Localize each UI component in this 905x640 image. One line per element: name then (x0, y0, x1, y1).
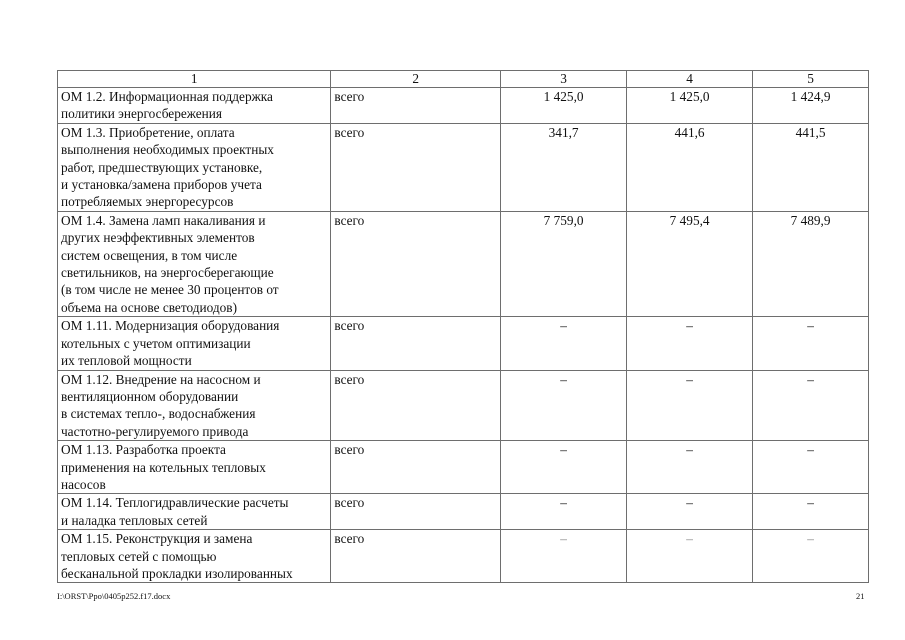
measure-name-line: ОМ 1.3. Приобретение, оплата (61, 124, 235, 140)
measure-name-line: работ, предшествующих установке, (61, 159, 263, 175)
header-cell-4: 4 (627, 71, 753, 88)
value-cell-col5: – (753, 370, 869, 441)
measure-name-line: тепловых сетей с помощью (61, 548, 217, 564)
measure-name-line: ОМ 1.14. Теплогидравлические расчеты (61, 495, 289, 511)
value-cell-col4: 1 425,0 (627, 88, 753, 124)
value-cell-col3: – (501, 317, 627, 370)
measure-name-line: других неэффективных элементов (61, 230, 255, 246)
table-row (58, 211, 869, 316)
measure-name-line: ОМ 1.12. Внедрение на насосном и (61, 371, 261, 387)
value-cell-col4: – (627, 530, 753, 583)
measure-name-cell (58, 317, 331, 370)
value-cell-col3: – (501, 370, 627, 441)
value-cell-col3: – (501, 530, 627, 583)
budget-table (57, 70, 869, 583)
measure-name-line: и наладка тепловых сетей (61, 512, 208, 528)
measure-name-line: ОМ 1.13. Разработка проекта (61, 442, 226, 458)
measure-name-line: ОМ 1.15. Реконструкция и замена (61, 531, 253, 547)
measure-name-line: насосов (61, 476, 106, 492)
funding-type-cell: всего (331, 494, 501, 530)
measure-name-line: ОМ 1.11. Модернизация оборудования (61, 318, 280, 334)
measure-name-line: в системах тепло-, водоснабжения (61, 406, 256, 422)
value-cell-col5: – (753, 494, 869, 530)
measure-name-line: выполнения необходимых проектных (61, 142, 274, 158)
table-row (58, 494, 869, 530)
value-cell-col4: 441,6 (627, 123, 753, 211)
funding-type-cell: всего (331, 317, 501, 370)
value-cell-col5: – (753, 317, 869, 370)
measure-name-line: применения на котельных тепловых (61, 459, 266, 475)
measure-name-line: политики энергосбережения (61, 106, 223, 122)
value-cell-col3: 7 759,0 (501, 211, 627, 316)
value-cell-col5: 1 424,9 (753, 88, 869, 124)
funding-type-cell: всего (331, 211, 501, 316)
value-cell-col4: – (627, 370, 753, 441)
measure-name-line: ОМ 1.4. Замена ламп накаливания и (61, 212, 266, 228)
value-cell-col4: – (627, 317, 753, 370)
measure-name-line: и установка/замена приборов учета (61, 177, 262, 193)
footer-file-path: I:\ORST\Ppo\0405p252.f17.docx (57, 591, 171, 601)
table-row (58, 370, 869, 441)
footer-page-number: 21 (856, 591, 865, 601)
measure-name-line: вентиляционном оборудовании (61, 388, 239, 404)
measure-name-cell (58, 88, 331, 124)
value-cell-col4: – (627, 441, 753, 494)
measure-name-line: светильников, на энергосберегающие (61, 265, 274, 281)
measure-name-line: систем освещения, в том числе (61, 247, 238, 263)
header-row (58, 71, 869, 88)
table-body (58, 88, 869, 583)
value-cell-col3: 1 425,0 (501, 88, 627, 124)
value-cell-col5: 441,5 (753, 123, 869, 211)
funding-type-cell: всего (331, 530, 501, 583)
funding-type-cell: всего (331, 370, 501, 441)
value-cell-col3: 341,7 (501, 123, 627, 211)
table-row (58, 441, 869, 494)
value-cell-col4: 7 495,4 (627, 211, 753, 316)
measure-name-line: частотно-регулируемого привода (61, 423, 249, 439)
measure-name-line: ОМ 1.2. Информационная поддержка (61, 89, 273, 104)
value-cell-col5: – (753, 530, 869, 583)
measure-name-cell (58, 530, 331, 583)
header-cell-1: 1 (58, 71, 331, 88)
value-cell-col4: – (627, 494, 753, 530)
measure-name-line: бесканальной прокладки изолированных (61, 565, 293, 581)
measure-name-line: потребляемых энергоресурсов (61, 194, 234, 210)
measure-name-line: (в том числе не менее 30 процентов от (61, 282, 279, 298)
table-row (58, 530, 869, 583)
measure-name-line: их тепловой мощности (61, 353, 192, 369)
table-row (58, 123, 869, 211)
measure-name-line: объема на основе светодиодов) (61, 299, 237, 315)
measure-name-cell (58, 123, 331, 211)
measure-name-line: котельных с учетом оптимизации (61, 335, 251, 351)
table-row (58, 88, 869, 124)
value-cell-col5: 7 489,9 (753, 211, 869, 316)
measure-name-cell (58, 441, 331, 494)
header-cell-3: 3 (501, 71, 627, 88)
value-cell-col5: – (753, 441, 869, 494)
measure-name-cell (58, 494, 331, 530)
funding-type-cell: всего (331, 441, 501, 494)
header-cell-2: 2 (331, 71, 501, 88)
measure-name-cell (58, 370, 331, 441)
header-cell-5: 5 (753, 71, 869, 88)
funding-type-cell: всего (331, 88, 501, 124)
table-row (58, 317, 869, 370)
value-cell-col3: – (501, 441, 627, 494)
funding-type-cell: всего (331, 123, 501, 211)
measure-name-cell (58, 211, 331, 316)
value-cell-col3: – (501, 494, 627, 530)
